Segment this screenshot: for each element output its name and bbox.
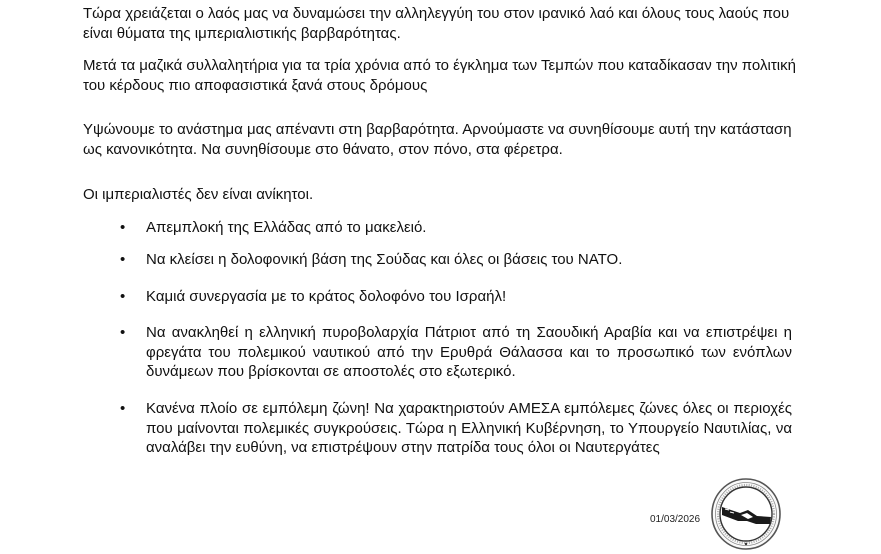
paragraph-solidarity: Τώρα χρειάζεται ο λαός μας να δυναμώσει την αλληλεγγύη του στον ιρανικό λαό και όλους τους λαούς που είναι θύματα της ιμπεριαλιστικής βαρβαρότητας. <box>83 5 790 42</box>
document-date: 01/03/2026 <box>650 514 701 525</box>
paragraph-imperialists: Οι ιμπεριαλιστές δεν είναι ανίκητοι. <box>83 186 314 203</box>
paragraph-tempi: Μετά τα μαζικά συλλαλητήρια για τα τρία χρόνια από το έγκλημα των Τεμπών που καταδίκασαν την πολιτική του κέρδους πιο αποφασιστικά ξανά στους δρόμους <box>83 57 796 94</box>
list-item-text: Να ανακληθεί η ελληνική πυροβολαρχία Πάτριοτ από τη Σαουδική Αραβία και να επιστρέψει η φρεγάτα του πολεμικού ναυτικού από την Ερυθρά Θάλασσα και το προσωπικό των ενόπλων δυνάμεων που βρίσκονται σε αποστολές στο εξωτερικό. <box>146 324 792 380</box>
list-item-text: Απεμπλοκή της Ελλάδας από το μακελειό. <box>146 219 427 236</box>
paragraph-stand-up: Υψώνουμε το ανάστημα μας απέναντι στη βαρβαρότητα. Αρνούμαστε να συνηθίσουμε αυτή την κατάσταση ως κανονικότητα. Να συνηθίσουμε στο θάνατο, στον πόνο, στα φέρετρα. <box>83 121 792 158</box>
bullet-icon: • <box>120 288 126 305</box>
bullet-icon: • <box>120 251 126 268</box>
list-item-text: Να κλείσει η δολοφονική βάση της Σούδας και όλες οι βάσεις του ΝΑΤΟ. <box>146 251 623 268</box>
bullet-icon: • <box>120 324 126 341</box>
bullet-icon: • <box>120 219 126 236</box>
union-seal-handshake-icon <box>710 477 782 551</box>
list-item-text: Κανένα πλοίο σε εμπόλεμη ζώνη! Να χαρακτηριστούν ΑΜΕΣΑ εμπόλεμες ζώνες όλες οι περιοχές που μαίνονται πολεμικές συγκρούσεις. Τώρα η Ελληνική Κυβέρνηση, το Υπουργείο Ναυτιλίας, να αναλάβει την ευθύνη, να επιστρέψουν στην πατρίδα τους όλοι οι Ναυτεργάτες <box>146 400 792 456</box>
bullet-icon: • <box>120 400 126 417</box>
list-item-text: Καμιά συνεργασία με το κράτος δολοφόνο του Ισραήλ! <box>146 288 507 305</box>
